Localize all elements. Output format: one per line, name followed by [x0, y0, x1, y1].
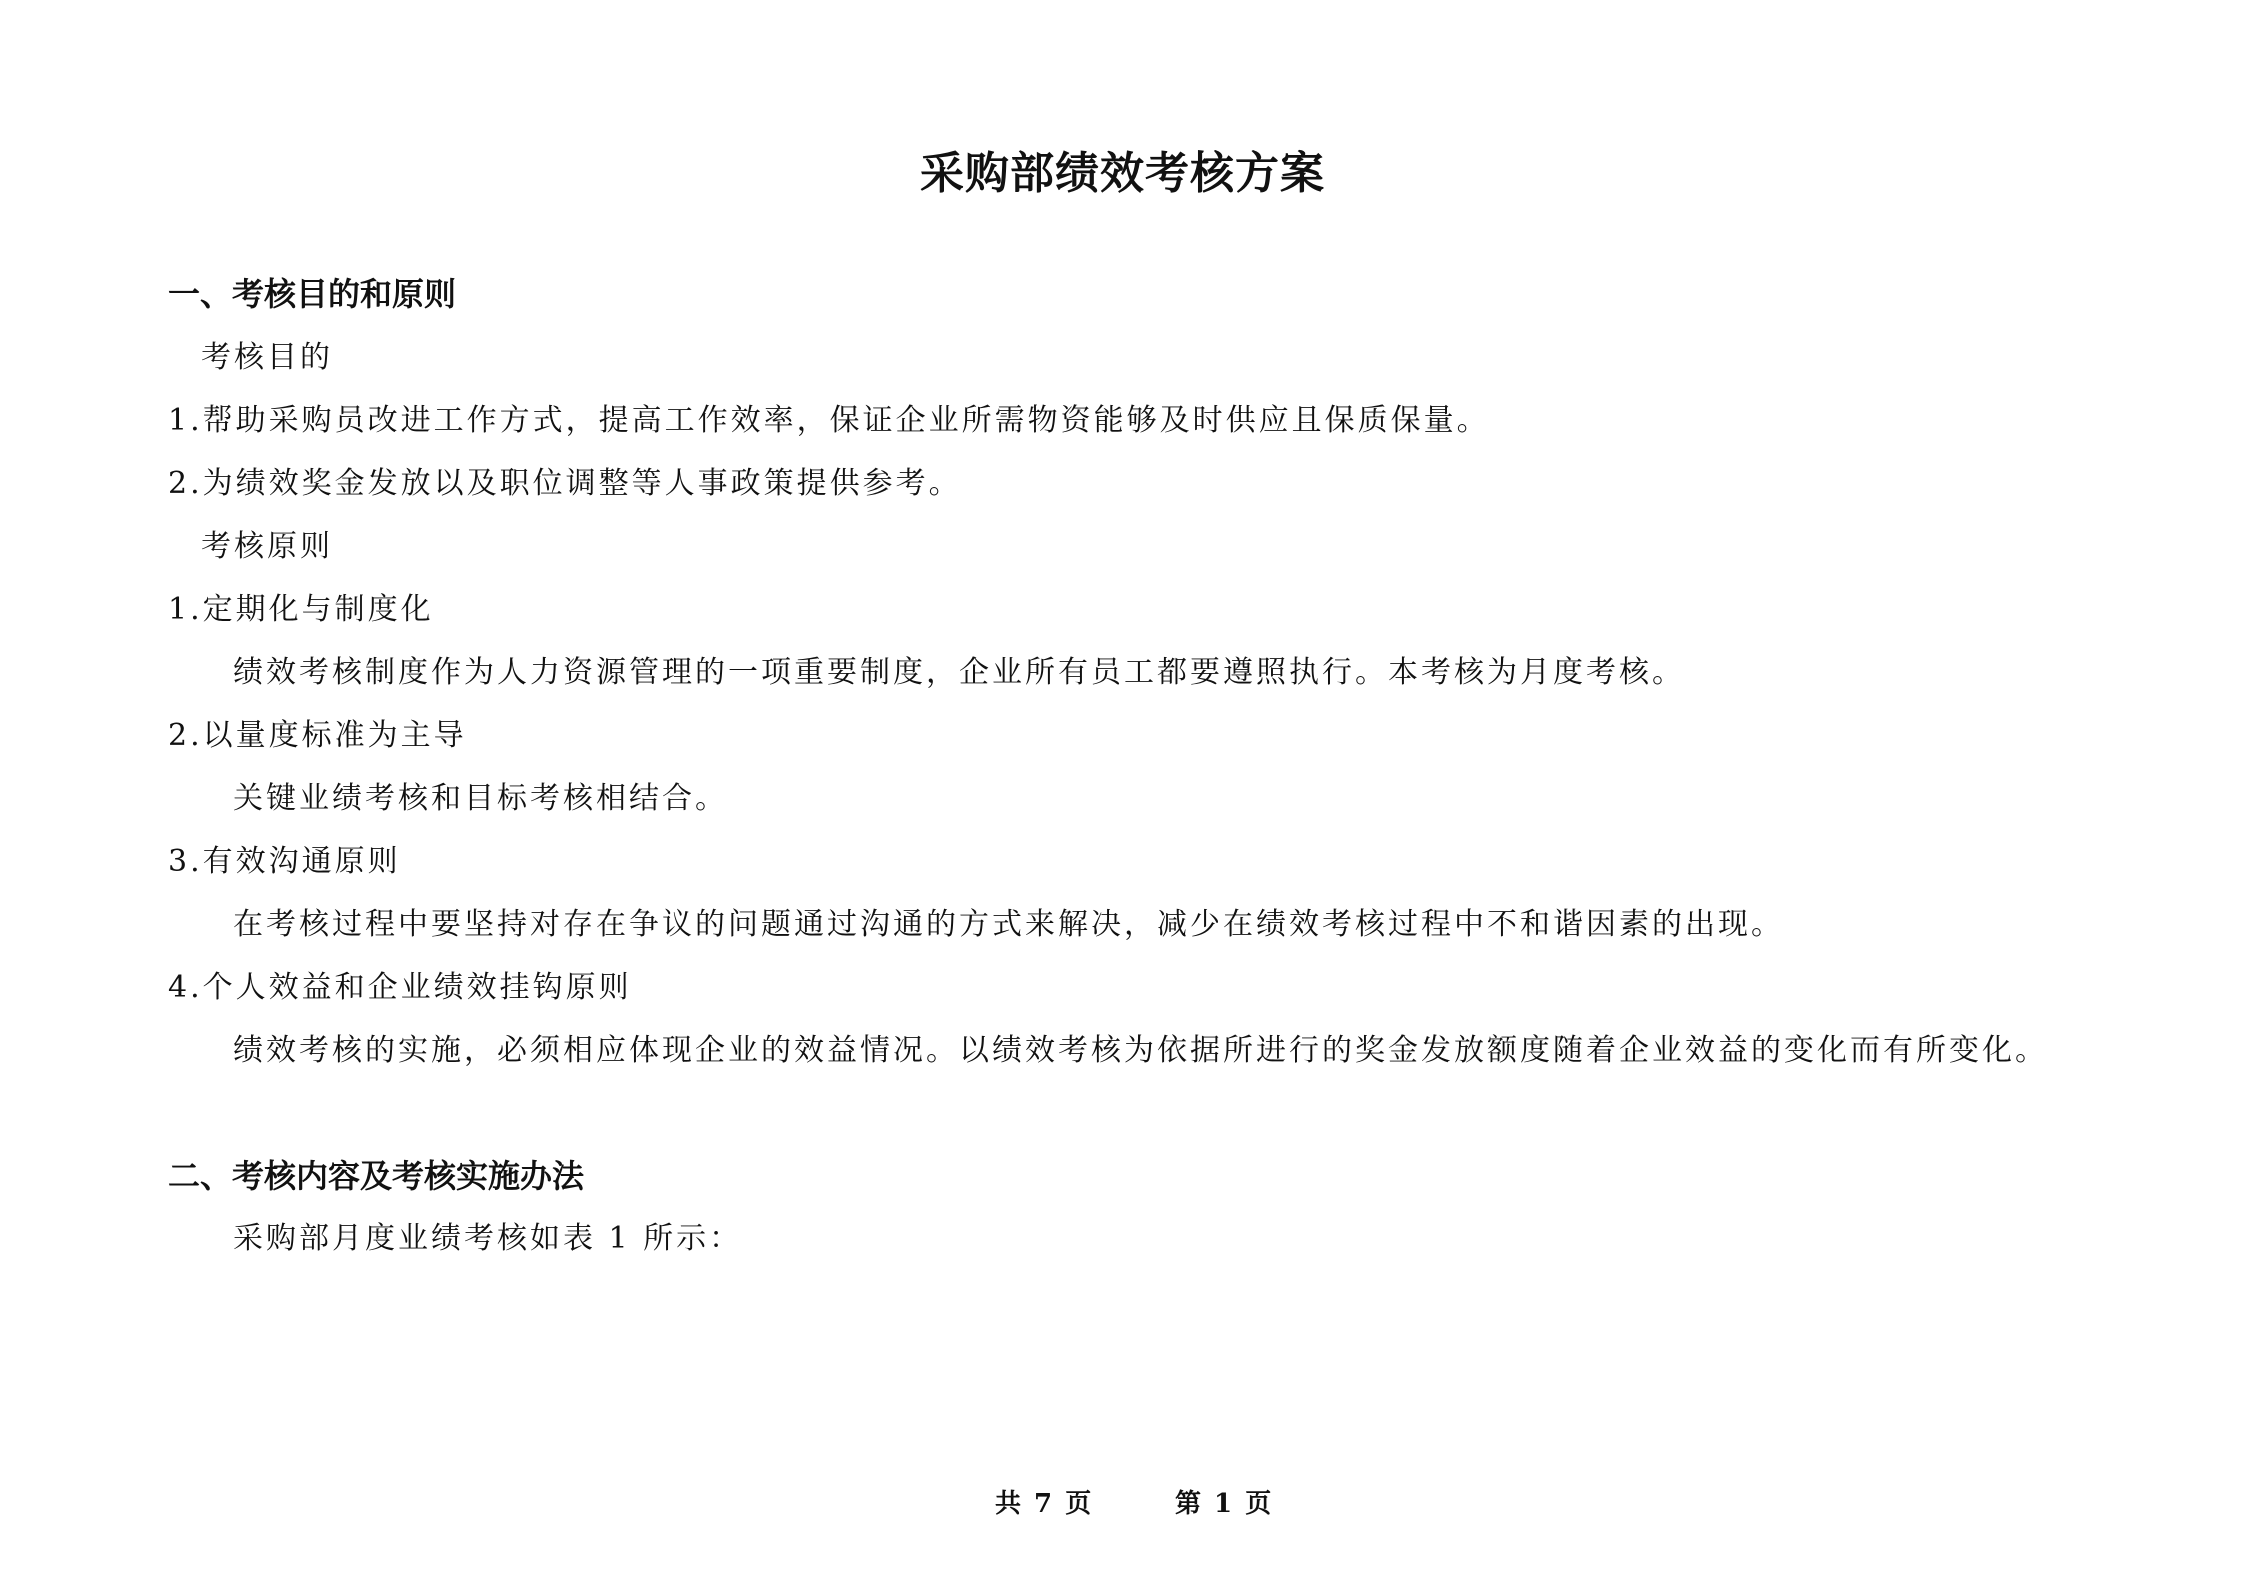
principle-1-title: 1.定期化与制度化: [168, 592, 434, 627]
principle-2-title: 2.以量度标准为主导: [168, 718, 467, 753]
footer-current-page: 第 1 页: [1175, 1489, 1274, 1519]
footer-total-pages: 共 7 页: [995, 1489, 1094, 1519]
purpose-heading: 考核目的: [201, 340, 333, 375]
principle-4-title: 4.个人效益和企业绩效挂钩原则: [168, 970, 632, 1005]
purpose-item-1: 1.帮助采购员改进工作方式，提高工作效率，保证企业所需物资能够及时供应且保质保量。: [168, 403, 1490, 438]
principle-4-desc: 绩效考核的实施，必须相应体现企业的效益情况。以绩效考核为依据所进行的奖金发放额度随着企业效益的变化而有所变化。: [233, 1033, 2048, 1068]
purpose-item-2: 2.为绩效奖金发放以及职位调整等人事政策提供参考。: [168, 466, 962, 501]
section-1-heading: 一、考核目的和原则: [168, 275, 457, 313]
document-title: 采购部绩效考核方案: [920, 148, 1325, 199]
section-2-intro: 采购部月度业绩考核如表 1 所示：: [233, 1221, 743, 1256]
principles-heading: 考核原则: [201, 529, 333, 564]
principle-1-desc: 绩效考核制度作为人力资源管理的一项重要制度，企业所有员工都要遵照执行。本考核为月度考核。: [233, 655, 1685, 690]
section-2-heading: 二、考核内容及考核实施办法: [168, 1157, 585, 1195]
principle-2-desc: 关键业绩考核和目标考核相结合。: [233, 781, 728, 816]
principle-3-title: 3.有效沟通原则: [168, 844, 401, 879]
principle-3-desc: 在考核过程中要坚持对存在争议的问题通过沟通的方式来解决，减少在绩效考核过程中不和谐因素的出现。: [233, 907, 1784, 942]
